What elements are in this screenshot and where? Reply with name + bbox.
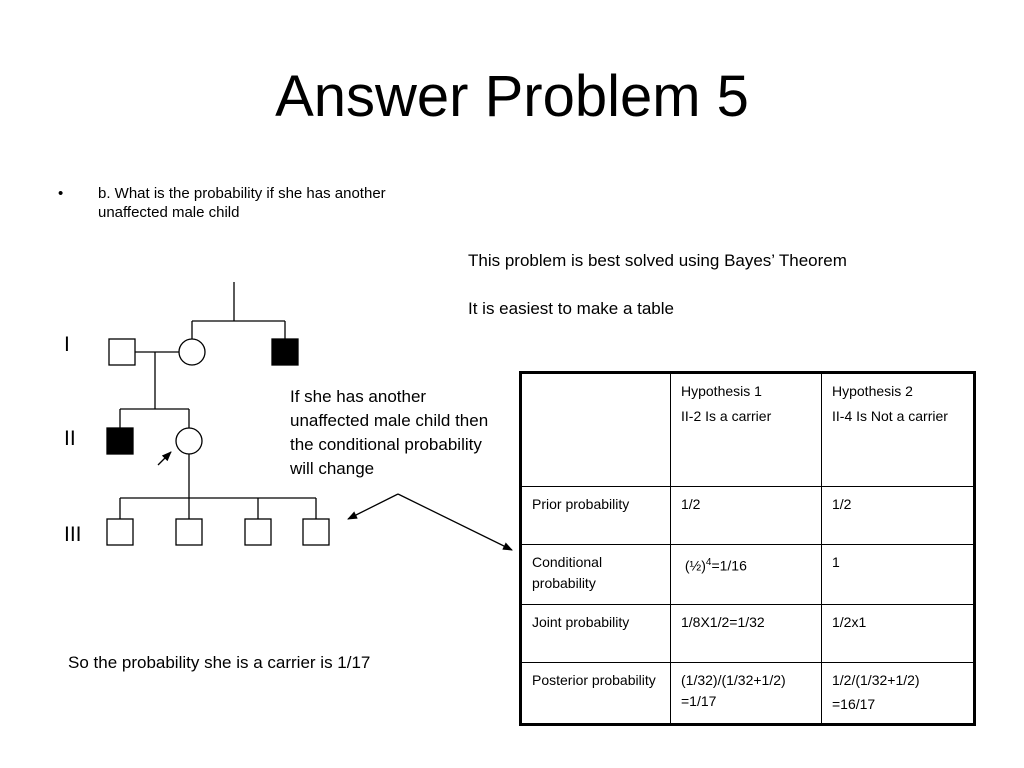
prior-h2-value: 1/2 [822,487,975,545]
joint-h1-value: 1/8X1/2=1/32 [671,605,822,663]
hypothesis-1-header [671,373,822,487]
proband-arrow-icon [158,452,171,465]
joint-h2-value: 1/2x1 [822,605,975,663]
individual-iii-3-male [245,519,271,545]
individual-i-3-affected-male [272,339,298,365]
change-note: If she has another unaffected male child then the conditional probability will change [290,387,489,478]
table-note: It is easiest to make a table [468,299,674,318]
table-row [521,663,975,725]
individual-i-2-female [179,339,205,365]
table-row [521,487,975,545]
conditional-h1-base: (½) [681,557,706,574]
slide-title: Answer Problem 5 [275,64,749,129]
row-label-prior: Prior probability [521,487,671,545]
hypothesis-2-title: Hypothesis 2 [832,383,913,399]
table-row [521,545,975,605]
posterior-h2-result: =16/17 [832,696,876,712]
prior-h1-value: 1/2 [671,487,822,545]
table-corner-cell [521,373,671,487]
conditional-h1-exponent: 4 [705,557,712,568]
hypothesis-1-desc: II-2 Is a carrier [681,408,772,424]
bullet-text: b. What is the probability if she has another unaffected male child [98,185,386,221]
individual-ii-1-affected-male [107,428,133,454]
conditional-h1-value [671,545,822,605]
generation-label-iii: III [64,523,82,546]
individual-iii-4-male [303,519,329,545]
individual-iii-2-male [176,519,202,545]
arrow-to-table-icon [398,494,512,550]
bullet-marker: • [58,185,64,202]
bayes-table [519,371,976,726]
hypothesis-1-title: Hypothesis 1 [681,383,762,399]
conditional-h1-rest: =1/16 [711,557,747,574]
bayes-note: This problem is best solved using Bayes’ Theorem [468,251,847,270]
arrow-to-pedigree-icon [348,494,398,519]
posterior-h2-expression: 1/2/(1/32+1/2) [832,672,920,688]
posterior-h2-value [822,663,975,725]
posterior-h1-expression: (1/32)/(1/32+1/2) [681,672,786,688]
posterior-h1-value [671,663,822,725]
conclusion-text: So the probability she is a carrier is 1/17 [68,653,371,672]
posterior-h1-result: =1/17 [681,693,717,709]
row-label-conditional: Conditional probability [521,545,671,605]
generation-label-ii: II [64,427,76,450]
table-row [521,605,975,663]
hypothesis-2-header [822,373,975,487]
generation-label-i: I [64,333,70,356]
individual-i-1-male [109,339,135,365]
row-label-posterior: Posterior probability [521,663,671,725]
row-label-joint: Joint probability [521,605,671,663]
hypothesis-2-desc: II-4 Is Not a carrier [832,408,948,424]
conditional-h2-value: 1 [822,545,975,605]
individual-iii-1-male [107,519,133,545]
table-header-row [521,373,975,487]
individual-ii-2-proband-female [176,428,202,454]
